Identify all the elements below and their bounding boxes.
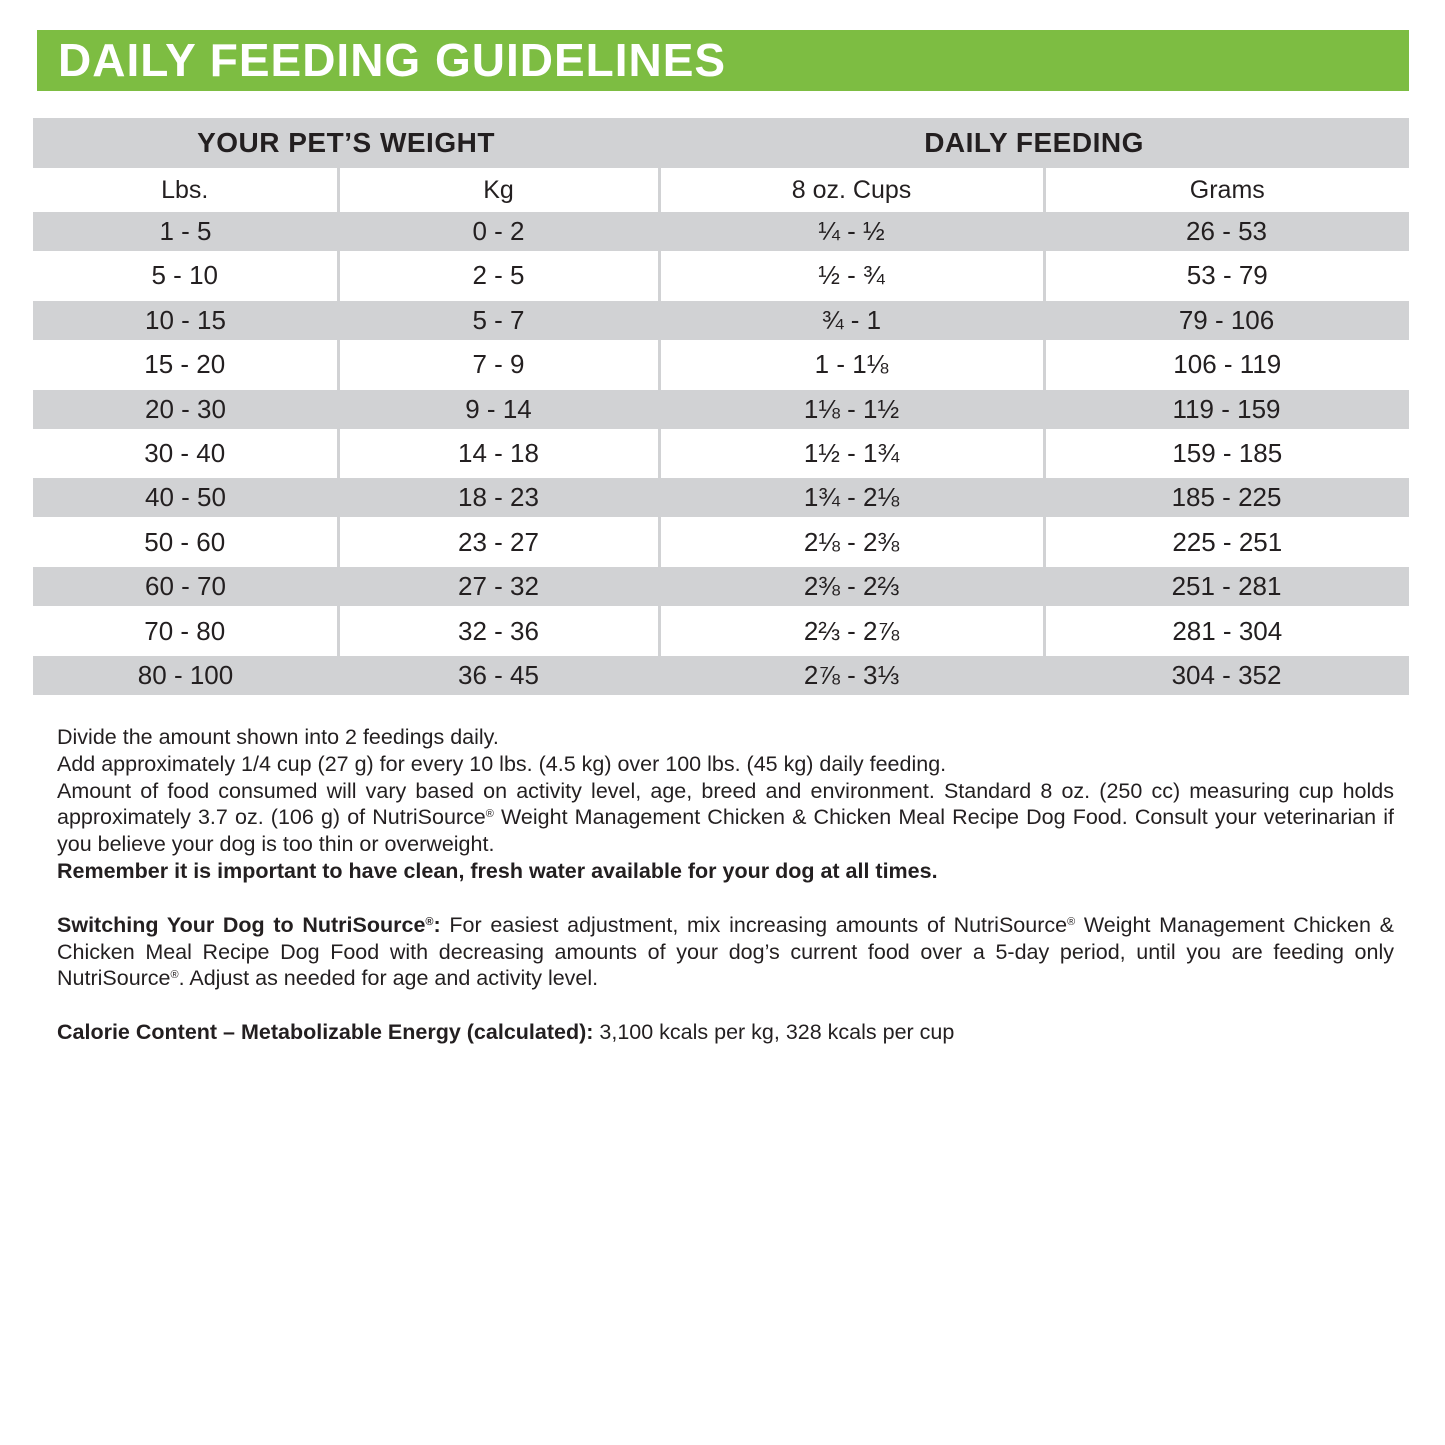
column-header-grams: Grams: [1044, 168, 1409, 212]
cell-kg: 18 - 23: [338, 478, 659, 517]
cell-grams: 53 - 79: [1044, 251, 1409, 301]
note-divide: Divide the amount shown into 2 feedings daily.: [57, 725, 499, 749]
table-row: [33, 606, 1409, 656]
cell-cups: 2⅔ - 2⅞: [659, 606, 1044, 656]
cell-cups: 2⅛ - 2⅜: [659, 517, 1044, 567]
column-header-cups: 8 oz. Cups: [659, 168, 1044, 212]
registered-mark: ®: [1067, 915, 1076, 928]
table-row: [33, 429, 1409, 479]
registered-mark: ®: [425, 915, 434, 928]
table-body: [33, 212, 1409, 695]
calorie-label: Calorie Content – Metabolizable Energy (calculated):: [57, 1020, 594, 1045]
column-header-lbs: Lbs.: [161, 175, 209, 204]
cell-kg: 23 - 27: [338, 517, 659, 567]
cell-cups: 1 - 1⅛: [659, 340, 1044, 390]
table-row: [33, 251, 1409, 301]
cell-kg: 5 - 7: [338, 301, 659, 340]
cell-lbs: 30 - 40: [144, 437, 226, 468]
cell-kg: 9 - 14: [338, 390, 659, 429]
switching-text-b: Weight Management Chicken & Chicken Meal Recipe Dog Food with decreasing amounts of your dog’s current food over a 5-day period, until you are feeding only NutriSource: [57, 912, 1394, 991]
switching-text-a: For easiest adjustment, mix increasing amounts of NutriSource: [440, 912, 1068, 937]
feeding-notes: [57, 724, 1394, 1046]
cell-grams: 304 - 352: [1044, 656, 1409, 695]
note-reminder-text: Remember it is important to have clean, fresh water available for your dog at all times.: [57, 858, 938, 883]
title-banner: [37, 30, 1409, 91]
note-amount-text-b: Weight Management Chicken & Chicken Meal Recipe Dog Food. Consult your veterinarian if you believe your dog is too thin or overweight.: [57, 805, 1395, 857]
cell-kg: 7 - 9: [338, 340, 659, 390]
group-header-feeding: DAILY FEEDING: [659, 118, 1409, 168]
cell-grams: 159 - 185: [1044, 429, 1409, 479]
table-row: [33, 301, 1409, 340]
spacer: [57, 992, 1394, 1019]
table-row: [33, 517, 1409, 567]
note-reminder: [57, 858, 1394, 885]
cell-kg: 0 - 2: [338, 212, 659, 251]
cell-cups: 1½ - 1¾: [659, 429, 1044, 479]
table-row: [33, 656, 1409, 695]
cell-grams: 185 - 225: [1044, 478, 1409, 517]
cell-grams: 79 - 106: [1044, 301, 1409, 340]
table-row: [33, 390, 1409, 429]
note-calorie: [57, 1019, 1394, 1046]
cell-cups: 2⅜ - 2⅔: [659, 567, 1044, 606]
cell-kg: 2 - 5: [338, 251, 659, 301]
cell-cups: 1⅛ - 1½: [659, 390, 1044, 429]
cell-grams: 26 - 53: [1044, 212, 1409, 251]
cell-grams: 251 - 281: [1044, 567, 1409, 606]
cell-lbs: 70 - 80: [144, 615, 226, 646]
cell-lbs: 80 - 100: [33, 656, 338, 695]
spacer: [57, 885, 1394, 912]
cell-cups: 2⅞ - 3⅓: [659, 656, 1044, 695]
cell-lbs: 40 - 50: [33, 478, 338, 517]
cell-kg: 36 - 45: [338, 656, 659, 695]
feeding-table: [33, 118, 1409, 695]
cell-grams: 119 - 159: [1044, 390, 1409, 429]
cell-cups: ¼ - ½: [659, 212, 1044, 251]
table-row: [33, 212, 1409, 251]
group-header-row: [33, 118, 1409, 168]
cell-grams: 225 - 251: [1044, 517, 1409, 567]
page-title: DAILY FEEDING GUIDELINES: [58, 34, 727, 86]
cell-lbs: 5 - 10: [151, 260, 218, 291]
cell-grams: 106 - 119: [1044, 340, 1409, 390]
registered-mark: ®: [170, 969, 179, 982]
switching-text-c: . Adjust as needed for age and activity level.: [178, 966, 599, 991]
table-row: [33, 567, 1409, 606]
column-header-row: [33, 168, 1409, 212]
cell-lbs: 1 - 5: [33, 212, 338, 251]
note-amount-text-a: Amount of food consumed will vary based on activity level, age, breed and environment. Standard 8 oz. (250 cc) measuring cup holds approximately 3.7 oz. (106 g) of NutriSource: [57, 778, 1394, 830]
table-row: [33, 478, 1409, 517]
cell-lbs: 20 - 30: [33, 390, 338, 429]
cell-kg: 32 - 36: [338, 606, 659, 656]
table-row: [33, 340, 1409, 390]
column-header-kg: Kg: [338, 168, 659, 212]
switching-label-colon: :: [433, 912, 441, 937]
cell-lbs: 10 - 15: [33, 301, 338, 340]
cell-lbs: 15 - 20: [144, 349, 226, 380]
group-header-weight: YOUR PET’S WEIGHT: [33, 118, 659, 168]
cell-kg: 14 - 18: [338, 429, 659, 479]
registered-mark: ®: [485, 808, 494, 821]
note-amount: [57, 778, 1394, 858]
cell-cups: ½ - ¾: [659, 251, 1044, 301]
cell-kg: 27 - 32: [338, 567, 659, 606]
cell-cups: ¾ - 1: [659, 301, 1044, 340]
calorie-value: 3,100 kcals per kg, 328 kcals per cup: [593, 1020, 955, 1045]
cell-lbs: 50 - 60: [144, 526, 226, 557]
switching-label-text: Switching Your Dog to NutriSource: [57, 912, 426, 937]
note-add-approx: Add approximately 1/4 cup (27 g) for every 10 lbs. (4.5 kg) over 100 lbs. (45 kg) daily feeding.: [57, 751, 947, 776]
note-switching: [57, 912, 1394, 992]
cell-grams: 281 - 304: [1044, 606, 1409, 656]
cell-lbs: 60 - 70: [33, 567, 338, 606]
cell-cups: 1¾ - 2⅛: [659, 478, 1044, 517]
switching-label: [57, 913, 441, 937]
